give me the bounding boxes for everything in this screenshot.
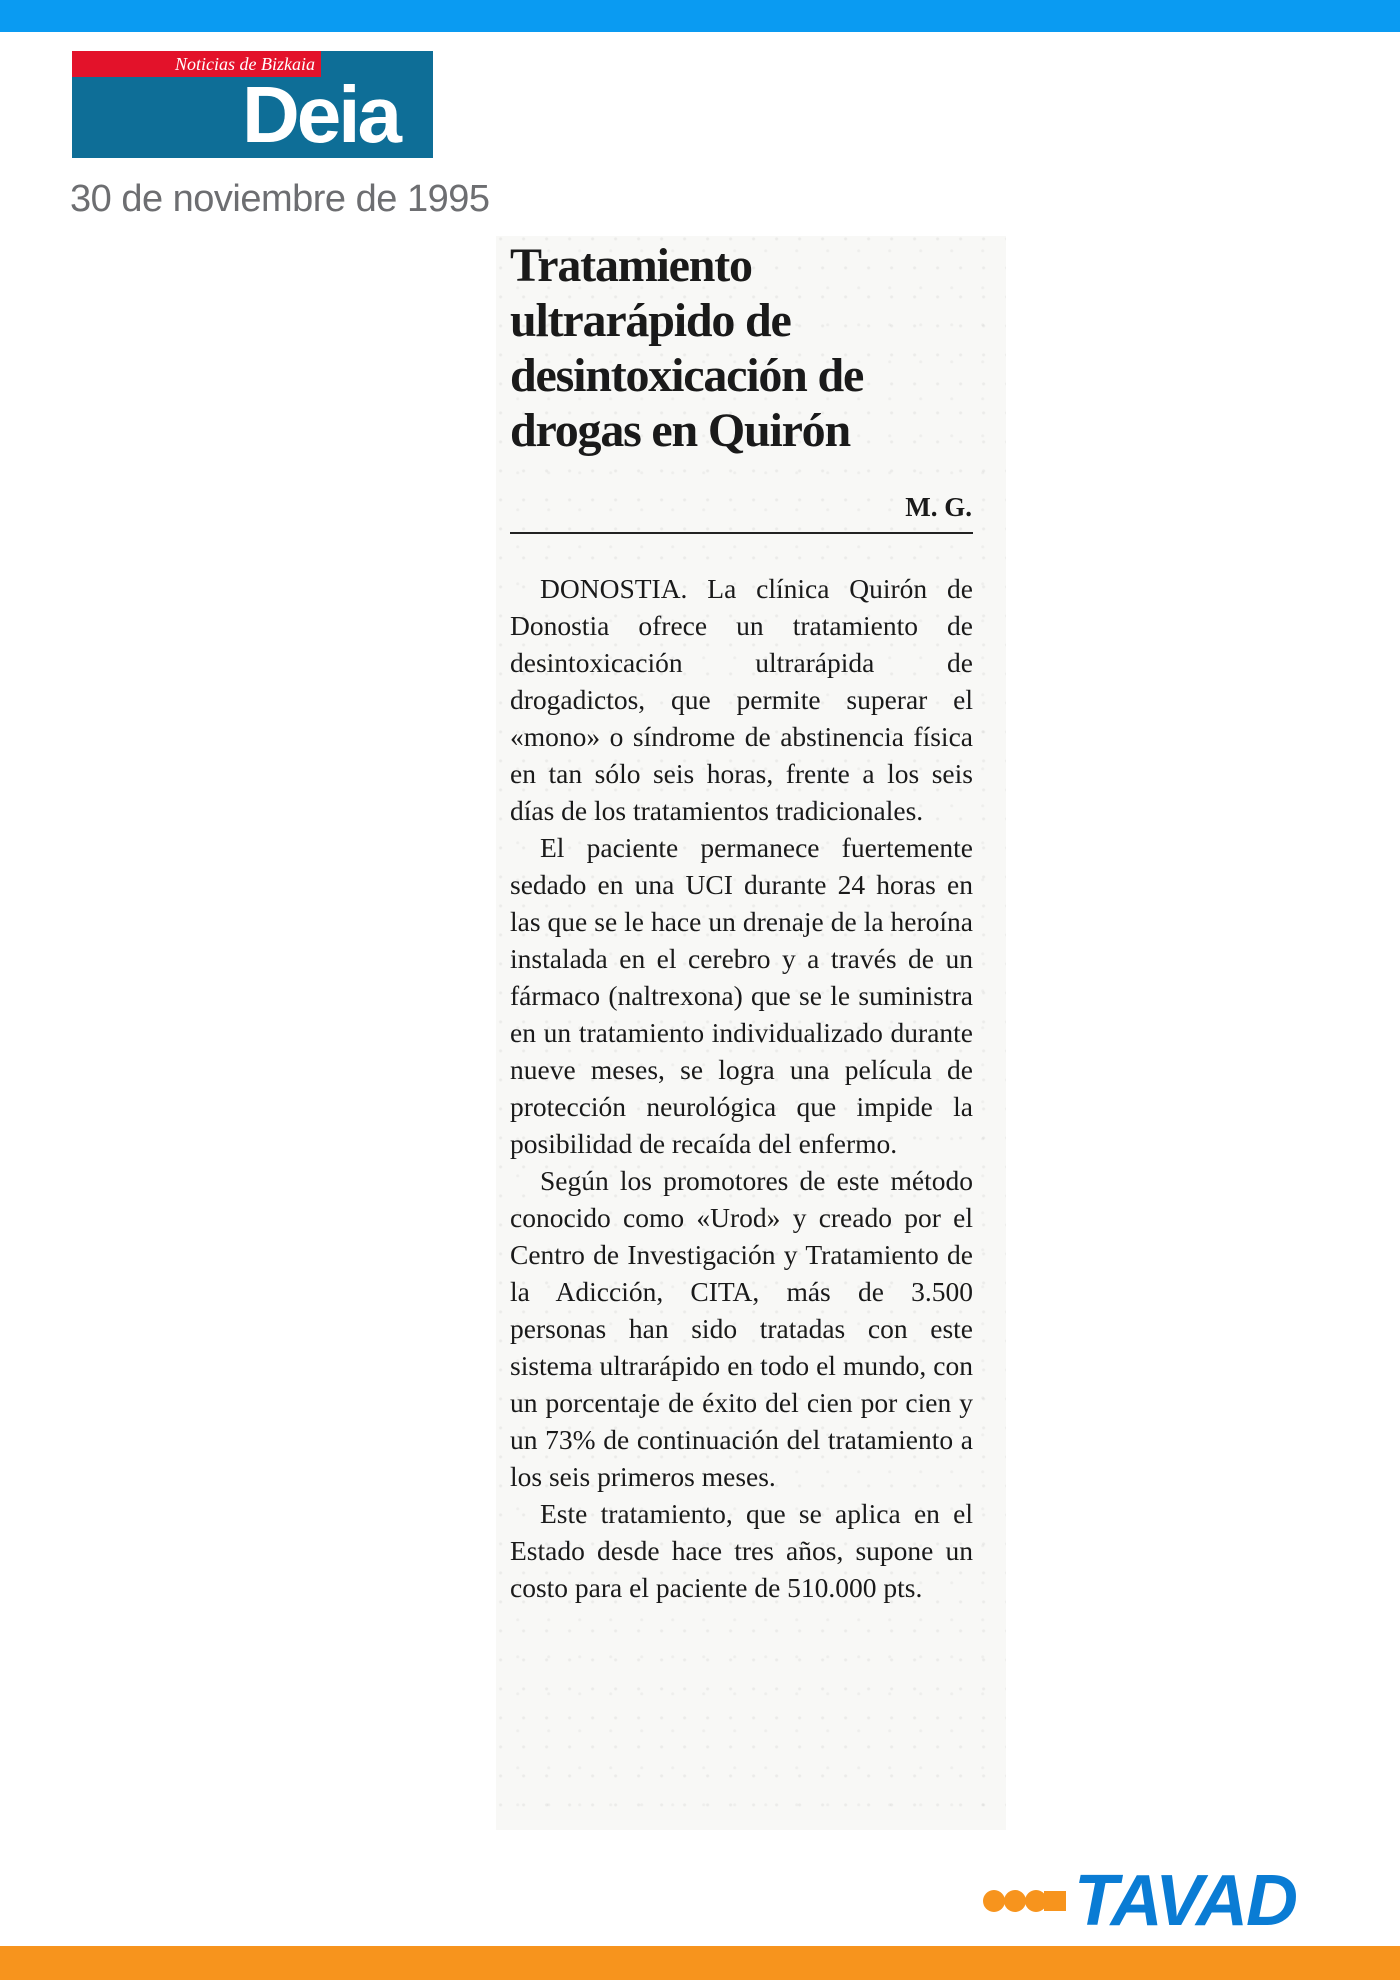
publication-date: 30 de noviembre de 1995 [70, 178, 490, 220]
tavad-dots-icon [982, 1888, 1066, 1914]
deia-logo [72, 51, 433, 158]
top-color-bar [0, 0, 1400, 32]
tavad-wordmark: TAVAD [1074, 1861, 1296, 1941]
article-byline: M. G. [905, 492, 972, 522]
article-paragraph-4: Este tratamiento, que se aplica en el Estado desde hace tres años, supone un costo para el paciente de 510.000 pts. [510, 1498, 973, 1603]
logo-wordmark: Deia [242, 70, 399, 158]
article-headline: Tratamiento ultrarápido de desintoxicación de drogas en Quirón [510, 239, 864, 457]
logo-tagline: Noticias de Bizkaia [72, 51, 321, 77]
article-paragraph-1: DONOSTIA. La clínica Quirón de Donostia ofrece un tratamiento de desintoxicación ultrarápida de drogadictos, que permite superar el «mono» o síndrome de abstinencia física en tan sólo seis horas, frente a los seis días de los tratamientos tradicionales. [510, 573, 973, 826]
article-paragraph-2: El paciente permanece fuertemente sedado en una UCI durante 24 horas en las que se le hace un drenaje de la heroína instalada en el cerebro y a través de un fármaco (naltrexona) que se le suministra en un tratamiento individualizado durante nueve meses, se logra una película de protección neurológica que impide la posibilidad de recaída del enfermo. [510, 832, 973, 1159]
tavad-logo [982, 1861, 1362, 1941]
bottom-color-bar [0, 1946, 1400, 1980]
byline-divider [510, 532, 973, 534]
article-paragraph-3: Según los promotores de este método conocido como «Urod» y creado por el Centro de Investigación y Tratamiento de la Adicción, CITA, más de 3.500 personas han sido tratadas con este sistema ultrarápido en todo el mundo, con un porcentaje de éxito del cien por cien y un 73% de continuación del tratamiento a los seis primeros meses. [510, 1165, 973, 1492]
newspaper-clipping [496, 236, 1006, 1830]
article-body [510, 570, 973, 1606]
